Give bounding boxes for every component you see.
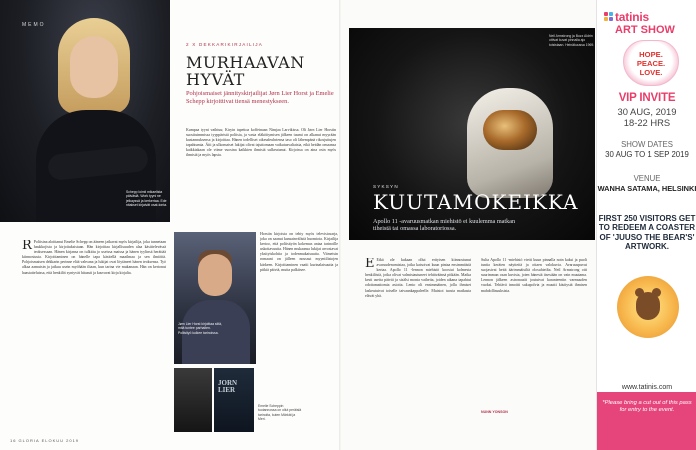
book-2-title: JORN LIER	[218, 379, 238, 394]
ad-subtitle: ART SHOW	[615, 24, 675, 36]
article-headline: MURHAAVAN HYVÄT	[186, 53, 305, 89]
vip-date	[597, 106, 696, 128]
article-column-c-text: Eikä ole kukaan ollut erityisen kiinnostunut avaruudenomistaa, jotka katsoivat kuun pintaa ensimmäistä kertaa. Apollo 11 -lennon miehistö koostui kolmesta henkilöstä, jotka olivat valmistautuneet tehtäväänsä pitkään. Matka kesti useita päiviä ja sisälsi monia vaiheita, joiden aikana tapahtui odottamattomia asioita. Lento oli ensimmäinen, jolla ihmiset laskeutuivat toiselle taivaankappaleelle. Muistot tuosta matkasta elävät yhä.	[365, 258, 471, 298]
photo-caption-space: Neil Armstrong ja Buzz Aldrin ottivat kuvat pinnalla ajo toisistaan. Heinäkuussa 1969.	[549, 34, 595, 47]
photo-caption-woman: Schepp loimii mikaelista päiväsiä. Work tyyni ne jelkayssä ja kerkertaa. Ede nitakset kirjaivät osat-tonta.	[126, 190, 168, 208]
author-portrait-man	[174, 232, 256, 364]
section-dek: Apollo 11 -avaruusmatkan miehistö ei kuulemma matkan tiheistä tai omassa laboratoriossa.	[373, 218, 516, 233]
vip-label: VIP INVITE	[618, 92, 676, 104]
article-intro: Kumpaa tyyni vaihtuu; Kiryin tapettoa koffeinaan Nimjaa Larvikissa. Oli Jørn Lier Horstin suosituimmissa tyyppäristä poliisia, ja vasta eläköitymisen jälkeen tuumi on alkanut myyrään kustannuksensa ja kirjoittaa. Hänen todelliset oikeudeuhriensa taso oli lähempänä rikosjuttujen tapahtumia. Äiti ja ulkomaiset lukijat olivat tajuttomaan vaikutusvaltaisia, eikä heidän omaansa kaikkiakaan ole viime vuosina kaikkien ihmisiä sulkeutunut. Kirjoissa on aina osin myös ihmisiä ja myös lapsia.	[186, 128, 336, 158]
book-cover-1	[174, 368, 212, 432]
article-column-d: Sulta Apollo 11 -miehistö vietti kuun pinnalla noin kaksi ja puoli tuntia keräten näytteitä ja ottaen valokuvia. Avaruuspuvut suojasivat heitä äärimmäisiltä olosuhteilta. Neil Armstrong otti suurimman osan kuvista, joten hänestä itsestään on vain muutama. Lennon jälkeen astronautit joutuivat karanteeniin varmuuden vuoksi. Tehtävä innoitti sukupolvia ja muutti käsitystä ihmisen mahdollisuuksista.	[481, 258, 587, 293]
show-dates-label: SHOW DATES	[621, 140, 673, 149]
promo-text: FIRST 250 VISITORS GET TO REDEEM A COASTER OF 'JUUSO THE BEAR'S' ARTWORK.	[598, 214, 696, 252]
helmet-visor	[483, 110, 537, 150]
right-page	[341, 0, 596, 450]
author-portrait-woman	[0, 0, 170, 222]
article-dek: Pohjoismaiset jännityskirjailijat Jørn Lier Horst ja Emelie Schepp kirjoittivat tiensä menestykseen.	[186, 90, 334, 105]
vip-date-time: 18-22 HRS	[623, 117, 671, 128]
article-column-c: E Eikä ole kukaan ollut erityisen kiinnostunut avaruudenomistaa, jotka katsoivat kuun pintaa ensimmäistä kertaa. Apollo 11 -lennon miehistö koostui kolmesta henkilöstä, jotka olivat valmistautuneet tehtäväänsä pitkään. Matka kesti useita päiviä ja sisälsi monia vaiheita, joiden aikana tapahtui odottamattomia asioita. Lento oli ensimmäinen, jolla ihmiset laskeutuivat toiselle taivaankappaleelle. Muistot tuosta matkasta elävät yhä.	[365, 258, 471, 298]
ad-banner[interactable]	[596, 0, 696, 450]
article-column-b: Horstin kirjoista on tehty myös televisiosarja, joka on saanut kansainvälistä huomiota. Kirjailija kertoo, että poliisityön kokemus antaa tarinoille uskottavuutta. Hänen mukaansa lukijat arvostavat yksityiskohtia ja todenmukaisuutta. Viimeisin romaani on jälleen noussut myyntilistojen kärkeen. Kirjoittaminen vaatii kurinalaisuutta ja pitkiä päiviä, mutta palkitsee.	[260, 232, 338, 272]
hope-badge-text: HOPE. PEACE. LOVE.	[636, 50, 666, 77]
moon-mission-photo	[349, 28, 595, 240]
venue: WANHA SATAMA, HELSINKI	[597, 184, 696, 193]
section-title: KUUTAMOKEIKKA	[373, 190, 579, 214]
article-credits	[481, 410, 587, 415]
ad-brand: tatinis	[615, 10, 649, 24]
ad-footer-text: *Please bring a cut out of this pass for entry to the event.	[602, 400, 692, 413]
article-kicker: 2 X DEKKARIKIRJAILIJA	[186, 42, 264, 47]
show-dates: 30 AUG TO 1 SEP 2019	[605, 150, 689, 159]
left-page	[0, 0, 341, 450]
article-column-a: R Poliisina aloittanut Emelie Schepp on ääneen jatkavat myös kirjailija, joka tunnetaan haukkojista ja kirjoituksistaan. Hän kirjoittaa kirjallisuuden alaa käsittelevässä teoksessaan. Hänen kirjansa on tulkittu jo useissa maissa ja hänen tyylinsä herättää kiinnostusta. Kirjoittaminen on hänelle tapa käsitellä maailmaa ja sen ilmiöitä. Pohjoismaisen dekkarin perinne elää vahvana ja lukijat ovat löytäneet hänen teoksensa. Työ alkaa aamuisin ja jatkuu usein myöhään iltaan, kun tarina vie mukanaan. Hän on kertonut haastatteluissa, että henkilöt syntyvät hitaasti ja kasvavat kirja kirjalta.	[22, 240, 166, 275]
page-folio: 16 GLORIA ELOKUU 2019	[10, 438, 80, 443]
vip-date-day: 30 AUG, 2019	[617, 106, 677, 117]
credits-author: NUNN YONSON	[481, 410, 508, 414]
photo-caption-books: Emelie Scheppin tuotannossa on ollut peräisiä tarinoita, kuten Märkät ja Meri.	[258, 404, 302, 421]
venue-label: VENUE	[633, 174, 661, 183]
section-kicker: SYKSYN	[373, 184, 399, 189]
ad-url-link[interactable]: www.tatinis.com	[621, 384, 673, 391]
tatinis-logo-icon	[604, 12, 613, 22]
book-cover-2	[214, 368, 254, 432]
photo-caption-man: Jørn Lier Horst kirjoittaa siitä, mitä tuntee parhaiten. Poliisityö kulkee tarinoissa.	[178, 322, 222, 335]
coaster-bear-icon	[617, 276, 679, 338]
article-column-a-text: Poliisina aloittanut Emelie Schepp on ääneen jatkavat myös kirjailija, joka tunnetaan haukkojista ja kirjoituksistaan. Hän kirjoittaa kirjallisuuden alaa käsittelevässä teoksessaan. Hänen kirjansa on tulkittu jo useissa maissa ja hänen tyylinsä herättää kiinnostusta. Kirjoittaminen on hänelle tapa käsitellä maailmaa ja sen ilmiöitä. Pohjoismaisen dekkarin perinne elää vahvana ja lukijat ovat löytäneet hänen teoksensa. Työ alkaa aamuisin ja jatkuu usein myöhään iltaan, kun tarina vie mukanaan. Hän on kertonut haastatteluissa, että henkilöt syntyvät hitaasti ja kasvavat kirja kirjalta.	[22, 240, 166, 275]
section-label: MEMO	[22, 22, 46, 28]
